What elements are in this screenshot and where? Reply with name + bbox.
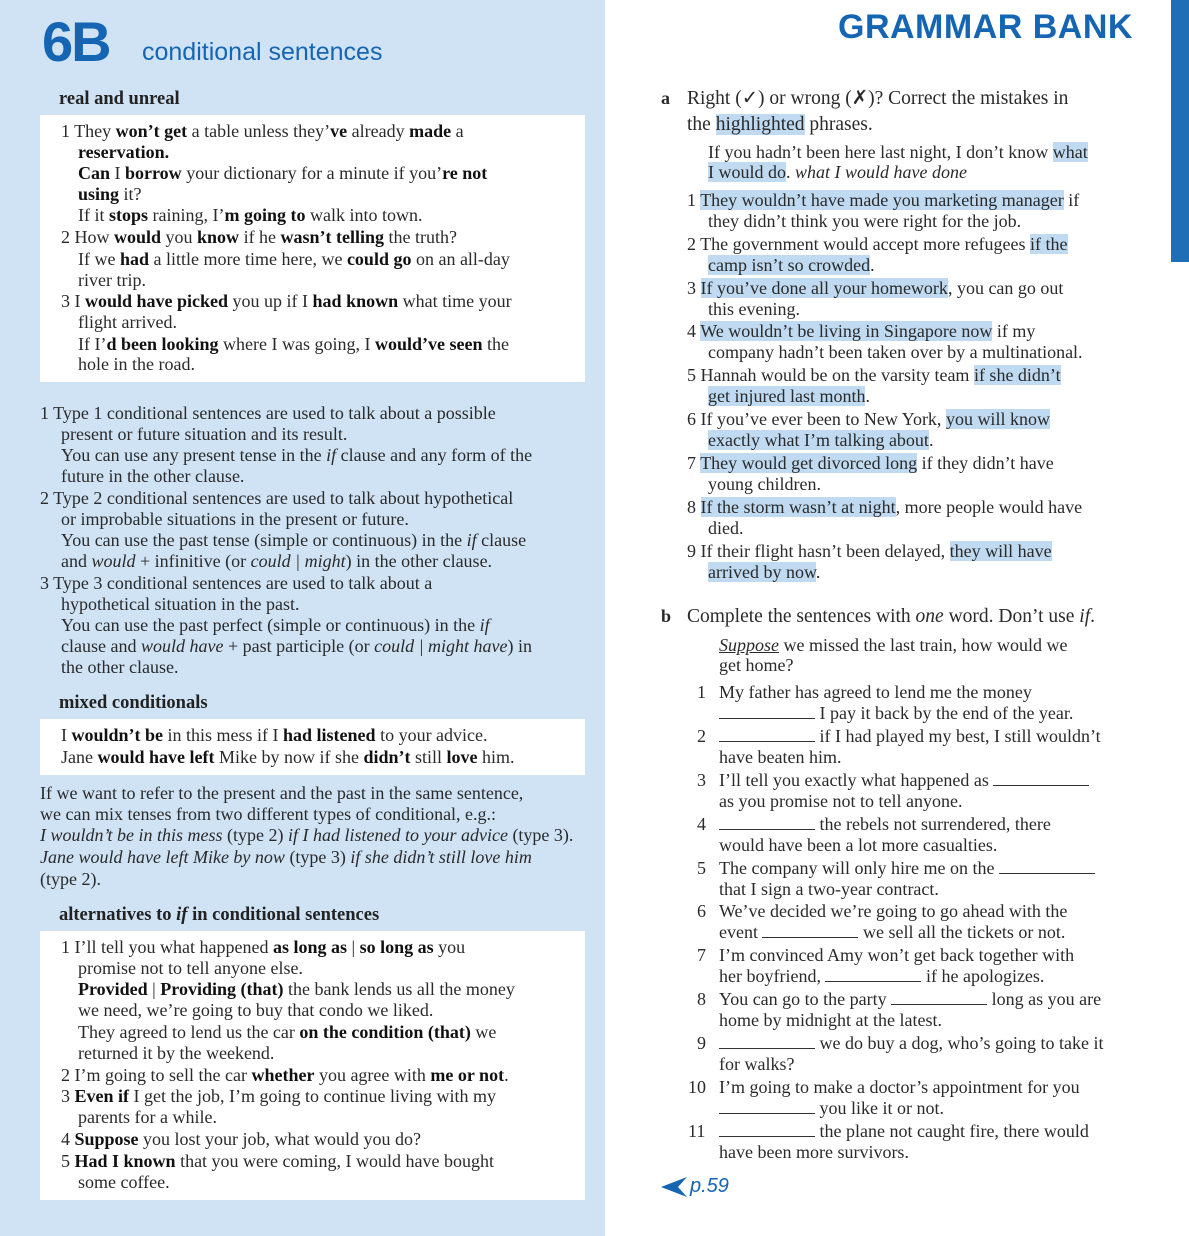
rule-line: future in the other clause. [61,466,245,486]
back-arrow-icon [661,1177,687,1197]
example-line: some coffee. [78,1172,170,1192]
example-line: river trip. [78,270,146,290]
example-line: 1 They won’t get a table unless they’ve already made a [61,121,464,141]
exercise-item-9: we do buy a dog, who’s going to take it [719,1034,1103,1052]
item-number: 7 [697,945,706,965]
exercise-item-2: if I had played my best, I still wouldn’t [719,727,1101,745]
exercise-item-5: 5 Hannah would be on the varsity team if she didn’t [687,365,1061,385]
exercise-item-9-cont: arrived by now. [708,562,821,582]
answer-blank[interactable] [719,816,815,830]
answer-blank[interactable] [719,1100,815,1114]
example-line: parents for a while. [78,1107,217,1127]
example-line: promise not to tell anyone else. [78,958,303,978]
exercise-item-10-cont: you like it or not. [719,1099,944,1117]
exercise-item-2-cont: have beaten him. [719,747,842,767]
exercise-item-7-cont: young children. [708,474,821,494]
exercise-item-6: We’ve decided we’re going to go ahead with the [719,901,1068,921]
exercise-item-7: 7 They would get divorced long if they didn’t have [687,453,1054,473]
rule-line: I wouldn’t be in this mess (type 2) if I had listened to your advice (type 3). [40,825,574,845]
section-heading-real-unreal: real and unreal [59,89,180,109]
item-number: 8 [697,989,706,1009]
rule-line: If we want to refer to the present and the past in the same sentence, [40,783,524,803]
exercise-item-2-cont: camp isn’t so crowded. [708,255,875,275]
example-line: If it stops raining, I’m going to walk into town. [78,205,423,225]
unit-number: 6B [42,10,110,73]
exercise-item-9: 9 If their flight hasn’t been delayed, they will have [687,541,1052,561]
example-line: 4 Suppose you lost your job, what would you do? [61,1129,422,1149]
rule-line: the other clause. [61,657,179,677]
answer-blank[interactable] [993,772,1089,786]
answer-blank[interactable] [719,728,815,742]
exercise-item-3-cont: as you promise not to tell anyone. [719,791,963,811]
example-line: hole in the road. [78,354,195,374]
rule-line: You can use any present tense in the if clause and any form of the [61,445,533,465]
example-line: 5 Had I known that you were coming, I would have bought [61,1151,494,1171]
rule-line: we can mix tenses from two different types of conditional, e.g.: [40,804,497,824]
example-line: Can I borrow your dictionary for a minute if you’re not [78,163,488,183]
rule-line: You can use the past perfect (simple or continuous) in the if [61,615,490,635]
example-line: If we had a little more time here, we could go on an all-day [78,249,510,269]
item-number: 11 [688,1121,706,1141]
rule-line: You can use the past tense (simple or continuous) in the if clause [61,530,527,550]
example-line: flight arrived. [78,312,177,332]
answer-blank[interactable] [719,705,815,719]
exercise-item-5-cont: get injured last month. [708,386,870,406]
instruction-line: Right (✓) or wrong (✗)? Correct the mistakes in [687,88,1069,109]
rule-line: 1 Type 1 conditional sentences are used to talk about a possible [40,403,496,423]
exercise-item-4-cont: would have been a lot more casualties. [719,835,998,855]
exercise-item-4: the rebels not surrendered, there [719,815,1051,833]
exercise-item-4-cont: company hadn’t been taken over by a multinational. [708,342,1083,362]
item-number: 1 [697,682,706,702]
rule-line: or improbable situations in the present or future. [61,509,409,529]
exercise-item-8: 8 If the storm wasn’t at night, more people would have [687,497,1083,517]
exercise-item-1-cont: they didn’t think you were right for the job. [708,211,1022,231]
exercise-item-10: I’m going to make a doctor’s appointment for you [719,1077,1080,1097]
example-line: returned it by the weekend. [78,1043,275,1063]
instruction-line: Complete the sentences with one word. Don’t use if. [687,606,1095,627]
instruction-line: the highlighted phrases. [687,114,873,135]
page-reference: p.59 [690,1175,729,1197]
item-number: 4 [697,814,706,834]
exercise-item-7: I’m convinced Amy won’t get back together with [719,945,1075,965]
rule-line: present or future situation and its result. [61,424,348,444]
example-line: using it? [78,184,142,204]
example-line: I wouldn’t be in this mess if I had listened to your advice. [61,725,488,745]
section-heading-mixed: mixed conditionals [59,693,208,713]
exercise-item-3-cont: this evening. [708,299,800,319]
exercise-letter-a: a [661,88,670,108]
exercise-item-3: 3 If you’ve done all your homework, you can go out [687,278,1064,298]
exercise-item-11: the plane not caught fire, there would [719,1122,1089,1140]
item-number: 5 [697,858,706,878]
exercise-item-2: 2 The government would accept more refugees if the [687,234,1068,254]
example-line: 3 Even if I get the job, I’m going to continue living with my [61,1086,496,1106]
exercise-item-1-cont: I pay it back by the end of the year. [719,704,1073,722]
exercise-item-6-cont: event we sell all the tickets or not. [719,922,1066,942]
exercise-item-4: 4 We wouldn’t be living in Singapore now if my [687,321,1036,341]
exercise-item-6: 6 If you’ve ever been to New York, you will know [687,409,1050,429]
section-heading-alternatives: alternatives to if in conditional sentences [59,905,380,925]
answer-blank[interactable] [825,968,921,982]
example-line: reservation. [78,142,170,162]
exercise-item-5-cont: that I sign a two-year contract. [719,879,939,899]
rule-line: Jane would have left Mike by now (type 3) if she didn’t still love him [40,847,532,867]
example-line: They agreed to lend us the car on the condition (that) we [78,1022,497,1042]
exercise-item-8: You can go to the party long as you are [719,989,1102,1009]
example-line: 2 I’m going to sell the car whether you agree with me or not. [61,1065,509,1085]
answer-blank[interactable] [719,1035,815,1049]
answer-blank[interactable] [762,924,858,938]
item-number: 6 [697,901,706,921]
example-line: If you hadn’t been here last night, I don’t know what [708,142,1088,162]
example-line: I would do. what I would have done [708,162,967,182]
rule-line: clause and would have + past participle (or could | might have) in [61,636,532,656]
side-tab [1171,0,1189,262]
example-line: 2 How would you know if he wasn’t telling the truth? [61,227,458,247]
exercise-letter-b: b [661,606,672,626]
exercise-item-5: The company will only hire me on the [719,859,1095,877]
rule-line: hypothetical situation in the past. [61,594,300,614]
example-line: If I’d been looking where I was going, I would’ve seen the [78,334,509,354]
unit-title: conditional sentences [142,38,383,66]
example-line: Provided | Providing (that) the bank lends us all the money [78,979,515,999]
exercise-item-7-cont: her boyfriend, if he apologizes. [719,966,1045,986]
grammar-bank-title: GRAMMAR BANK [838,8,1133,46]
rule-line: and would + infinitive (or could | might) in the other clause. [61,551,493,571]
exercise-item-1: 1 They wouldn’t have made you marketing manager if [687,190,1080,210]
item-number: 10 [688,1077,706,1097]
rule-line: 2 Type 2 conditional sentences are used to talk about hypothetical [40,488,514,508]
exercise-item-8-cont: died. [708,518,744,538]
exercise-item-9-cont: for walks? [719,1054,795,1074]
rule-line: 3 Type 3 conditional sentences are used to talk about a [40,573,433,593]
exercise-item-1: My father has agreed to lend me the money [719,682,1032,702]
item-number: 2 [697,726,706,746]
example-line: 1 I’ll tell you what happened as long as | so long as you [61,937,466,957]
answer-blank[interactable] [891,991,987,1005]
answer-blank[interactable] [999,860,1095,874]
answer-blank[interactable] [719,1123,815,1137]
item-number: 9 [697,1033,706,1053]
exercise-item-3: I’ll tell you exactly what happened as [719,771,1089,789]
example-line: 3 I would have picked you up if I had known what time your [61,291,512,311]
example-line: Suppose we missed the last train, how would we [719,635,1068,655]
exercise-item-6-cont: exactly what I’m talking about. [708,430,934,450]
rule-line: (type 2). [40,869,101,889]
exercise-item-11-cont: have been more survivors. [719,1142,909,1162]
example-line: get home? [719,655,794,675]
example-line: we need, we’re going to buy that condo we liked. [78,1000,434,1020]
exercise-item-8-cont: home by midnight at the latest. [719,1010,942,1030]
example-line: Jane would have left Mike by now if she didn’t still love him. [61,747,515,767]
item-number: 3 [697,770,706,790]
